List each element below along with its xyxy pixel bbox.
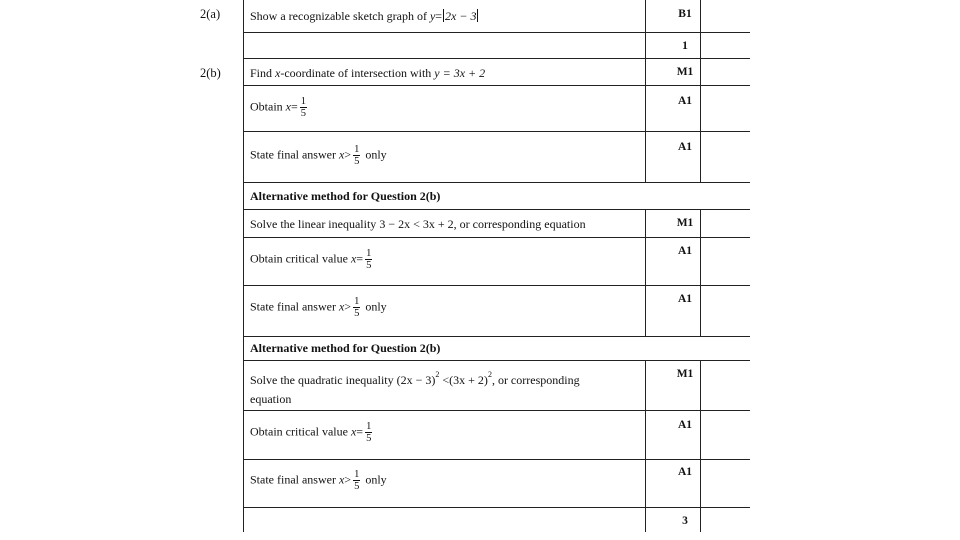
q2b-final-mark: A1 bbox=[677, 141, 693, 153]
alt1-step1-rest: , or corresponding equation bbox=[453, 217, 586, 231]
fraction-one-fifth bbox=[365, 421, 372, 444]
question-number-2a: 2(a) bbox=[200, 7, 221, 21]
fraction-numerator: 1 bbox=[354, 144, 360, 155]
q2b-obtain-mark: A1 bbox=[677, 95, 693, 107]
q2b-intro-eq: y = 3x + 2 bbox=[434, 66, 486, 80]
alt1-step1-math: 3 − 2x < 3x + 2 bbox=[379, 217, 454, 231]
fraction-denominator: 5 bbox=[354, 481, 360, 492]
alt1-step1 bbox=[250, 217, 586, 232]
alt2-step2-text: Obtain critical value bbox=[250, 424, 348, 439]
q2a-mark: B1 bbox=[678, 8, 692, 20]
alt2-step3-rel: > bbox=[344, 472, 352, 487]
fraction-denominator: 5 bbox=[300, 108, 307, 119]
fraction-denominator: 5 bbox=[354, 156, 360, 167]
alt2-step1-sup-a: 2 bbox=[435, 370, 440, 379]
alt2-step2-mark: A1 bbox=[677, 419, 693, 431]
alt1-step3-var: x bbox=[338, 299, 345, 314]
marks-column-border-right bbox=[700, 0, 701, 182]
q2b-obtain-text: Obtain bbox=[250, 99, 283, 114]
abs-bar-right bbox=[477, 9, 478, 22]
q2a-statement bbox=[250, 9, 479, 24]
alt2-step3-mark: A1 bbox=[677, 466, 693, 478]
q2a-eq-lhs: y bbox=[429, 9, 436, 23]
q2b-obtain-var: x bbox=[285, 99, 291, 114]
q2b-final bbox=[250, 144, 387, 167]
row-divider bbox=[243, 336, 750, 337]
fraction-one-fifth bbox=[353, 296, 360, 319]
alt2-step1-mark: M1 bbox=[676, 368, 694, 380]
fraction-numerator: 1 bbox=[366, 248, 372, 259]
fraction-one-fifth bbox=[365, 248, 372, 271]
question-total: 3 bbox=[682, 515, 688, 527]
fraction-one-fifth bbox=[353, 144, 360, 167]
alt2-step3-var: x bbox=[338, 472, 345, 487]
fraction-numerator: 1 bbox=[300, 96, 307, 107]
row-divider bbox=[243, 32, 750, 33]
q2b-intro-mark: M1 bbox=[676, 66, 694, 78]
alt1-step2-mark: A1 bbox=[677, 245, 693, 257]
q2b-obtain-rel: = bbox=[291, 99, 298, 114]
alt1-step3 bbox=[250, 296, 387, 319]
row-divider bbox=[243, 410, 750, 411]
fraction-numerator: 1 bbox=[354, 469, 360, 480]
alt1-step3-suffix: only bbox=[365, 299, 387, 314]
question-number-2b: 2(b) bbox=[200, 66, 221, 80]
q2b-final-suffix: only bbox=[365, 147, 387, 162]
table-left-border bbox=[243, 0, 244, 532]
alt2-step1-rest: , or corresponding bbox=[491, 373, 580, 387]
q2a-eq-inner: 2x − 3 bbox=[445, 9, 477, 23]
row-divider bbox=[243, 285, 750, 286]
alt2-step1-math-a: (2x − 3) bbox=[396, 373, 436, 387]
alt1-heading: Alternative method for Question 2(b) bbox=[250, 189, 441, 203]
fraction-denominator: 5 bbox=[354, 308, 360, 319]
row-divider bbox=[243, 131, 750, 132]
q2a-eq-rel: = bbox=[435, 9, 443, 23]
q2b-intro bbox=[250, 66, 485, 81]
q2a-statement-text: Show a recognizable sketch graph of bbox=[250, 9, 427, 23]
row-divider bbox=[243, 237, 750, 238]
fraction-numerator: 1 bbox=[354, 296, 360, 307]
fraction-denominator: 5 bbox=[366, 433, 372, 444]
alt2-step3 bbox=[250, 469, 387, 492]
q2b-intro-rest: -coordinate of intersection with bbox=[280, 66, 432, 80]
fraction-denominator: 5 bbox=[366, 260, 372, 271]
q2b-final-var: x bbox=[338, 147, 345, 162]
alt1-step2-text: Obtain critical value bbox=[250, 251, 348, 266]
alt1-step3-text: State final answer bbox=[250, 299, 336, 314]
alt1-step3-mark: A1 bbox=[677, 293, 693, 305]
alt2-step3-suffix: only bbox=[365, 472, 387, 487]
fraction-one-fifth bbox=[300, 96, 307, 119]
q2b-obtain bbox=[250, 96, 309, 119]
alt1-step2-rel: = bbox=[356, 251, 364, 266]
alt2-step1-sup-b: 2 bbox=[487, 370, 492, 379]
alt2-step2-var: x bbox=[350, 424, 357, 439]
row-divider bbox=[243, 85, 750, 86]
alt2-step1-math-b: (3x + 2) bbox=[449, 373, 488, 387]
q2b-intro-text: Find bbox=[250, 66, 273, 80]
q2b-intro-var: x bbox=[275, 66, 281, 80]
alt2-step1 bbox=[250, 371, 580, 409]
alt2-heading: Alternative method for Question 2(b) bbox=[250, 341, 441, 355]
row-divider bbox=[243, 507, 750, 508]
alt1-step2-var: x bbox=[350, 251, 357, 266]
fraction-one-fifth bbox=[353, 469, 360, 492]
row-divider bbox=[243, 58, 750, 59]
alt1-step3-rel: > bbox=[344, 299, 352, 314]
row-divider bbox=[243, 209, 750, 210]
q2a-subtotal: 1 bbox=[682, 40, 688, 52]
marks-column-border-left bbox=[645, 0, 646, 182]
alt2-step1-math-rel: < bbox=[442, 373, 450, 387]
alt2-step1-rest-line2: equation bbox=[250, 392, 292, 406]
alt1-step1-mark: M1 bbox=[676, 217, 694, 229]
alt1-step1-text: Solve the linear inequality bbox=[250, 217, 377, 231]
row-divider bbox=[243, 182, 750, 183]
fraction-numerator: 1 bbox=[366, 421, 372, 432]
alt1-step2 bbox=[250, 248, 374, 271]
q2b-final-text: State final answer bbox=[250, 147, 336, 162]
alt2-step1-text: Solve the quadratic inequality bbox=[250, 373, 394, 387]
alt2-step2-rel: = bbox=[356, 424, 364, 439]
row-divider bbox=[243, 459, 750, 460]
alt2-step3-text: State final answer bbox=[250, 472, 336, 487]
row-divider bbox=[243, 360, 750, 361]
alt2-step2 bbox=[250, 421, 374, 444]
abs-bar-left bbox=[443, 9, 444, 22]
q2b-final-rel: > bbox=[344, 147, 352, 162]
